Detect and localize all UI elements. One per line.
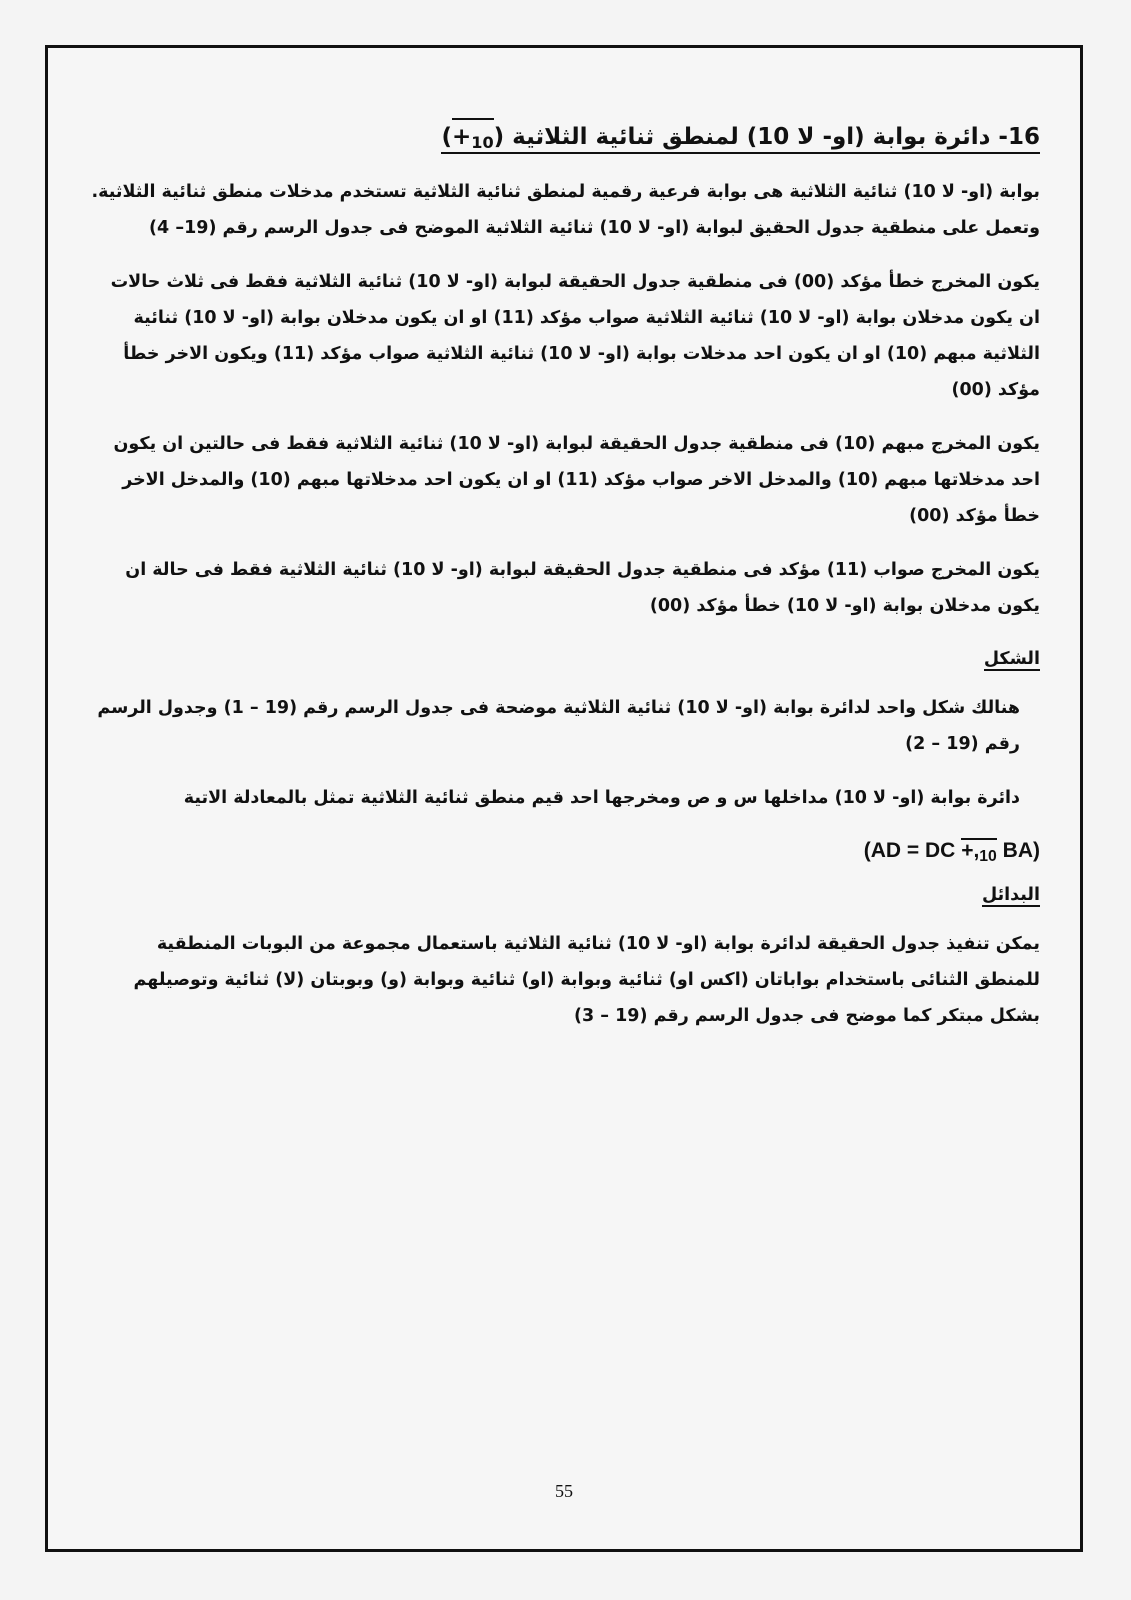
section-title-operator-symbol: + — [451, 124, 472, 150]
alternatives-paragraph: يمكن تنفيذ جدول الحقيقة لدائرة بوابة (او- لا 10) ثنائية الثلاثية باستعمال مجموعة من البوبات المنطقية للمنطق الثنائى باستخدام بواباتان (اكس او) ثنائية وبوابة (او) ثنائية وبوابة (و) وبوبتان (لا) ثنائية وتوصيلهم بشكل مبتكر كما موضح فى جدول الرسم رقم (19 – 3) — [133, 934, 1040, 1027]
section-heading-text — [441, 124, 1040, 154]
page-content — [88, 118, 1040, 1052]
alternatives-heading — [88, 878, 1040, 912]
shape-paragraph: هنالك شكل واحد لدائرة بوابة (او- لا 10) ثنائية الثلاثية موضحة فى جدول الرسم رقم (19 – 1) وجدول الرسم رقم (19 – 2) — [97, 698, 1020, 755]
equation-left: (AD = DC — [863, 839, 962, 863]
shape-heading-text: الشكل — [983, 649, 1040, 670]
equation-right: BA) — [996, 839, 1040, 863]
equation-operator — [961, 838, 997, 868]
true-output-paragraph: يكون المخرج صواب (11) مؤكد فى منطقية جدول الحقيقة لبوابة (او- لا 10) ثنائية الثلاثية فقط فى حالة ان يكون مدخلان بوابة (او- لا 10) خطأ مؤكد (00) — [125, 560, 1040, 617]
section-title-suffix: ) — [441, 124, 452, 150]
equation-operator-subscript: 10 — [979, 847, 997, 865]
section-title-prefix: 16- دائرة بوابة (او- لا 10) لمنطق ثنائية الثلاثية ( — [493, 124, 1040, 150]
equation-operator-symbol: +, — [961, 839, 980, 863]
section-title-operator — [452, 118, 494, 160]
section-heading — [88, 118, 1040, 160]
gate-equation — [88, 834, 1040, 868]
false-output-paragraph: يكون المخرج خطأ مؤكد (00) فى منطقية جدول الحقيقة لبوابة (او- لا 10) ثنائية الثلاثية فقط فى ثلاث حالات ان يكون مدخلان بوابة (او- لا 10) ثنائية الثلاثية صواب مؤكد (11) او ان يكون مدخلان بوابة (او- لا 10) ثنائية الثلاثية مبهم (10) او ان يكون احد مدخلات بوابة (او- لا 10) ثنائية الثلاثية صواب مؤكد (11) ويكون الاخر خطأ مؤكد (00) — [110, 272, 1040, 401]
intro-paragraph: بوابة (او- لا 10) ثنائية الثلاثية هى بوابة فرعية رقمية لمنطق ثنائية الثلاثية تستخدم مدخلات منطق ثنائية الثلاثية. وتعمل على منطقية جدول الحقيق لبوابة (او- لا 10) ثنائية الثلاثية الموضح فى جدول الرسم رقم (19– 4) — [91, 182, 1040, 239]
equation-intro-paragraph: دائرة بوابة (او- لا 10) مداخلها س و ص ومخرجها احد قيم منطق ثنائية الثلاثية تمثل بالمعادلة الاتية — [183, 788, 1020, 809]
shape-heading — [88, 642, 1040, 676]
alternatives-heading-text: البدائل — [981, 885, 1040, 906]
ambiguous-output-paragraph: يكون المخرج مبهم (10) فى منطقية جدول الحقيقة لبوابة (او- لا 10) ثنائية الثلاثية فقط فى حالتين ان يكون احد مدخلاتها مبهم (10) والمدخل الاخر صواب مؤكد (11) او ان يكون احد مدخلاتها مبهم (10) والمدخل الاخر خطأ مؤكد (00) — [113, 434, 1040, 527]
page-frame — [45, 45, 1083, 1552]
section-title-operator-subscript: 10 — [471, 133, 494, 153]
page-number: 55 — [555, 1481, 573, 1501]
